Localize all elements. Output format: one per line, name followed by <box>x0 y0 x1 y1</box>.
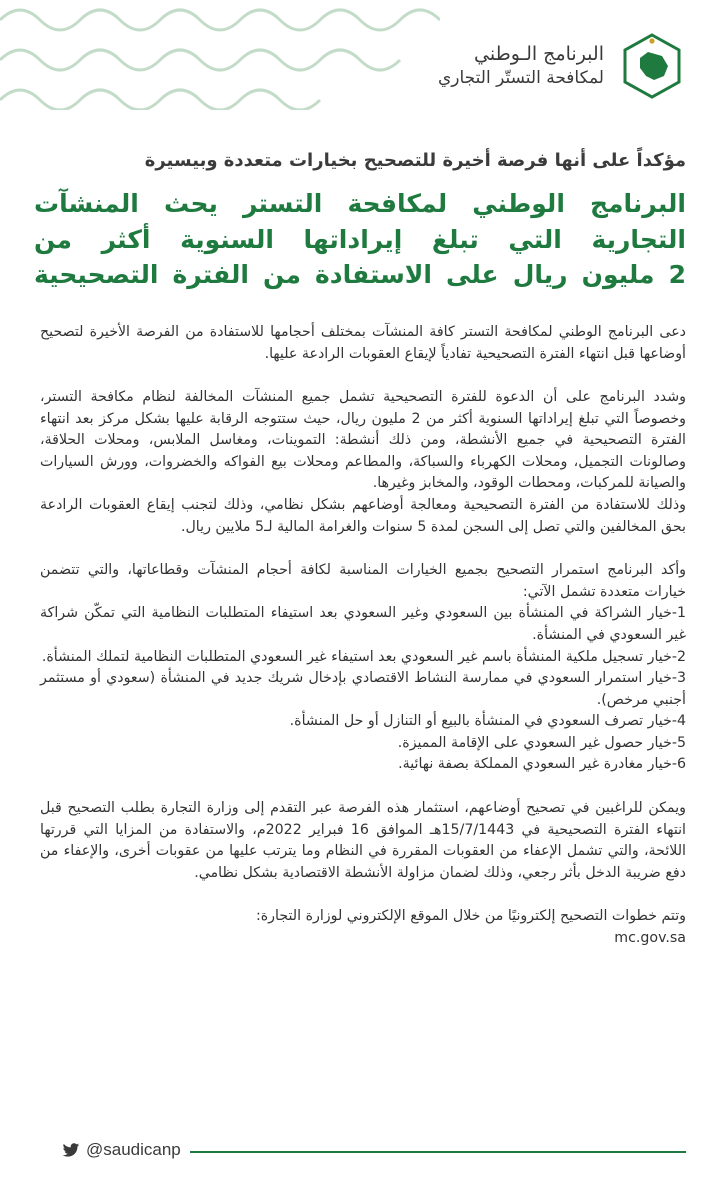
logo-line-2: لمكافحة التستّر التجاري <box>437 68 604 89</box>
paragraph-2: وشدد البرنامج على أن الدعوة للفترة التصحيحية تشمل جميع المنشآت المخالفة لنظام مكافحة التستر، وخصوصاً التي تبلغ إيراداتها السنوية أكثر من 2 مليون ريال، حيث ستتوجه الرقابة عليها بشكل مركز بعد انتهاء الفترة التصحيحية في جميع الأنشطة، ومن ذلك أنشطة: التموينات، ومغاسل الملابس، ومحلات الحلاقة، وصالونات التجميل، ومحلات الكهرباء والسباكة، والمطاعم ومحلات بيع الفواكه والخضروات، وورش السيارات والصيانة للمركبات، ومحطات الوقود، والمخابز وغيرها. <box>40 389 686 492</box>
article-body <box>40 322 686 949</box>
headline-line-1: البرنامج الوطني لمكافحة التستر يحث المنشآت <box>34 189 686 218</box>
headline-line-3: 2 مليون ريال على الاستفادة من الفترة التصحيحية <box>34 260 686 289</box>
options-list <box>40 603 686 776</box>
paragraph-3: وذلك للاستفادة من الفترة التصحيحية ومعالجة أوضاعهم بشكل نظامي، وذلك لتجنب إيقاع العقوبات الرادعة بحق المخالفين والتي تصل إلى السجن لمدة 5 سنوات والغرامة المالية لـ5 ملايين ريال. <box>40 497 686 535</box>
decorative-pattern <box>0 0 440 110</box>
option-item: 5-خيار حصول غير السعودي على الإقامة المميزة. <box>397 734 686 751</box>
paragraph-options-intro: وأكد البرنامج استمرار التصحيح بجميع الخيارات المناسبة لكافة أحجام المنشآت وقطاعاتها، والتي تتضمن خيارات متعددة تشمل الآتي: <box>40 562 686 600</box>
option-item: 2-خيار تسجيل ملكية المنشأة باسم غير السعودي بعد استيفاء غير السعودي المتطلبات النظامية لتملك المنشأة. <box>41 648 686 665</box>
option-item: 3-خيار استمرار السعودي في ممارسة النشاط الاقتصادي بإدخال شريك جديد في المنشأة (سعودي أو مستثمر أجنبي مرخص). <box>40 670 686 708</box>
paragraph-6: وتتم خطوات التصحيح إلكترونيًا من خلال الموقع الإلكتروني لوزارة التجارة: <box>255 908 686 925</box>
logo-line-1: البرنامج الـوطني <box>474 42 604 65</box>
program-logo <box>438 32 686 100</box>
option-item: 4-خيار تصرف السعودي في المنشأة بالبيع أو التنازل أو حل المنشأة. <box>289 713 686 730</box>
saudi-map-emblem-icon <box>618 32 686 100</box>
headline-line-2: التجارية التي تبلغ إيراداتها السنوية أكثر من <box>34 224 686 254</box>
logo-text <box>438 42 604 91</box>
paragraph-5: ويمكن للراغبين في تصحيح أوضاعهم، استثمار هذه الفرصة عبر التقدم إلى وزارة التجارة بطلب التصحيح قبل انتهاء الفترة التصحيحية في 15/7/1443هـ الموافق 16 فبراير 2022م، والاستفادة من المزايا التي قررتها اللائحة، والتي تشمل الإعفاء من العقوبات المقررة في النظام وما يترتب عليها من عقوبات أخرى، والإعفاء من دفع ضريبة الدخل بأثر رجعي، وذلك لضمان مزاولة الأنشطة الاقتصادية بشكل نظامي. <box>40 799 686 881</box>
twitter-bird-icon <box>62 1143 80 1158</box>
option-item: 1-خيار الشراكة في المنشأة بين السعودي وغير السعودي بعد استيفاء المتطلبات النظامية التي تمكّن شراكة غير السعودي في المنشأة. <box>40 605 686 643</box>
twitter-handle-text: @saudicanp <box>86 1140 181 1159</box>
option-item: 6-خيار مغادرة غير السعودي المملكة بصفة نهائية. <box>398 756 686 773</box>
footer-divider <box>190 1151 686 1153</box>
paragraph-1: دعى البرنامج الوطني لمكافحة التستر كافة المنشآت بمختلف أحجامها للاستفادة من الفرصة الأخيرة لتصحيح أوضاعها قبل انتهاء الفترة التصحيحية تفادياً لإيقاع العقوبات الرادعة عليها. <box>40 324 686 362</box>
website-link[interactable]: mc.gov.sa <box>614 929 686 946</box>
twitter-handle[interactable] <box>62 1140 181 1160</box>
headline <box>34 186 686 293</box>
subheading: مؤكداً على أنها فرصة أخيرة للتصحيح بخيارات متعددة وبيسيرة <box>144 150 686 171</box>
